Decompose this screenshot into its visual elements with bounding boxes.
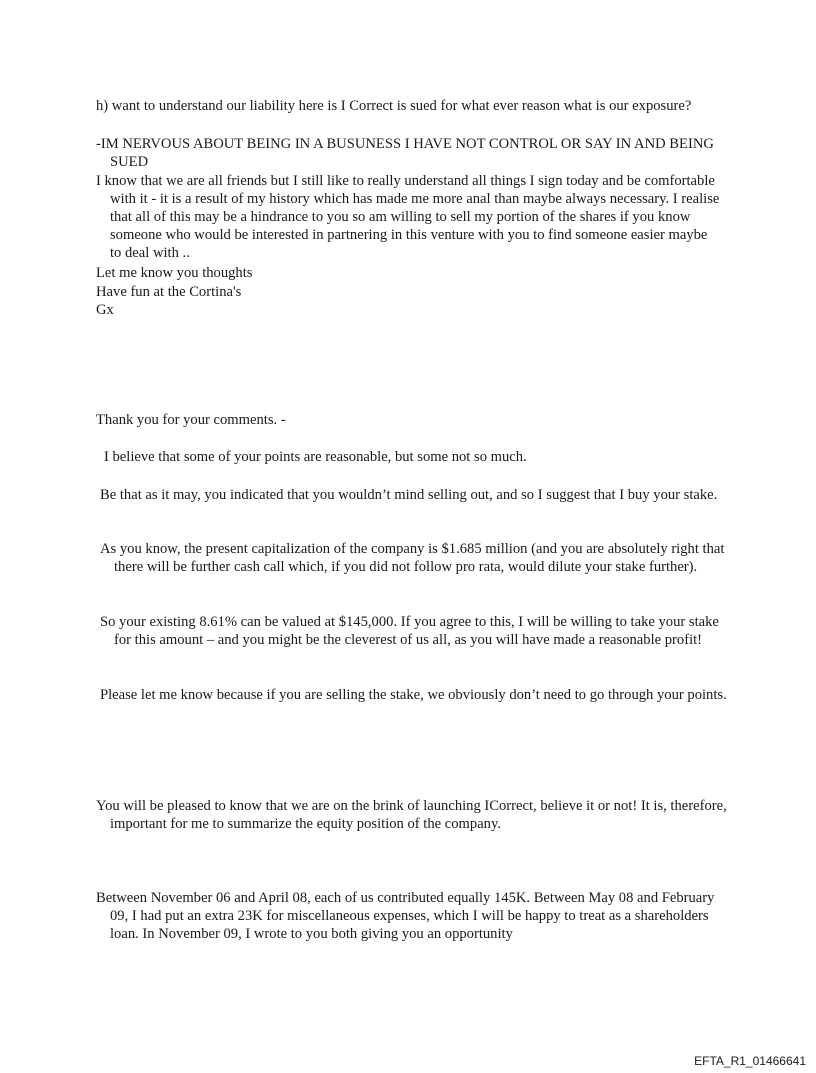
signoff-gx: Gx — [96, 302, 114, 318]
paragraph-thoughts: Let me know you thoughts — [96, 265, 253, 281]
paragraph-contributions: Between November 06 and April 08, each of us contributed equally 145K. Between May 08 and February 09, I had put an extra 23K for miscellaneous expenses, which I will be happy to treat as a shareholders loan. In November 09, I wrote to you both giving you an opportunity — [96, 890, 715, 942]
paragraph-nervous: -IM NERVOUS ABOUT BEING IN A BUSUNESS I HAVE NOT CONTROL OR SAY IN AND BEING SUED — [96, 136, 714, 170]
paragraph-let-me-know: Please let me know because if you are selling the stake, we obviously don’t need to go through your points. — [100, 687, 727, 703]
document-id-footer: EFTA_R1_01466641 — [694, 1054, 806, 1068]
paragraph-thanks: Thank you for your comments. - — [96, 412, 286, 428]
paragraph-launch: You will be pleased to know that we are on the brink of launching ICorrect, believe it or not! It is, therefore, important for me to summarize the equity position of the company. — [96, 798, 727, 832]
paragraph-friends: I know that we are all friends but I still like to really understand all things I sign today and be comfortable with it - it is a result of my history which has made me more anal than maybe always necessary. I realise that all of this may be a hindrance to you so am willing to sell my portion of the shares if you know someone who would be interested in partnering in this venture with you to find someone easier maybe to deal with .. — [96, 173, 720, 261]
paragraph-cortina: Have fun at the Cortina's — [96, 284, 242, 300]
paragraph-valuation: So your existing 8.61% can be valued at $145,000. If you agree to this, I will be willing to take your stake for this amount – and you might be the cleverest of us all, as you will have made a reasonable profit! — [100, 614, 719, 648]
paragraph-liability: h) want to understand our liability here is I Correct is sued for what ever reason what is our exposure? — [96, 98, 692, 114]
paragraph-capitalization: As you know, the present capitalization of the company is $1.685 million (and you are absolutely right that there will be further cash call which, if you did not follow pro rata, would dilute your stake further). — [100, 541, 725, 575]
paragraph-reasonable: I believe that some of your points are reasonable, but some not so much. — [104, 449, 527, 465]
paragraph-buy-stake: Be that as it may, you indicated that you wouldn’t mind selling out, and so I suggest that I buy your stake. — [100, 487, 718, 503]
